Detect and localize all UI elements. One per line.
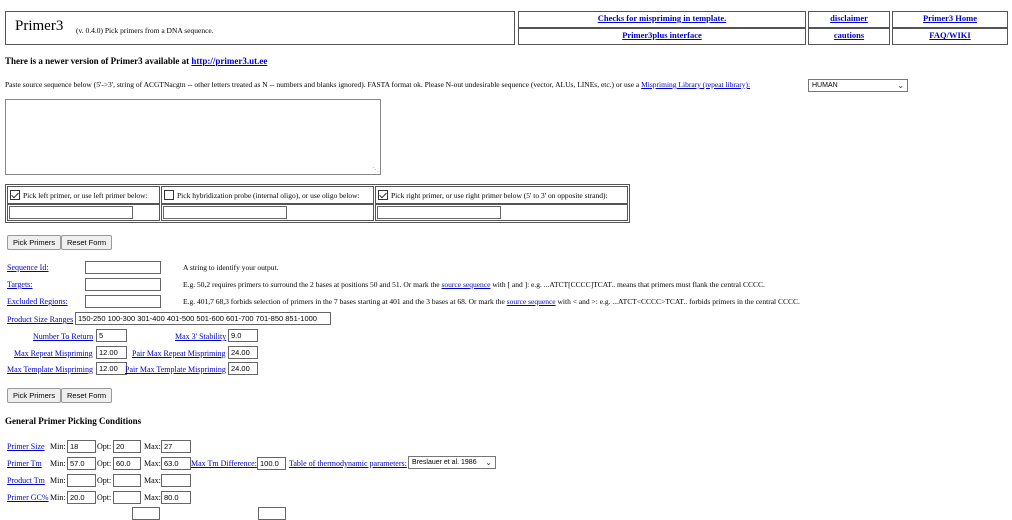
pair-max-repeat-mispriming-link[interactable]: Pair Max Repeat Mispriming (132, 349, 226, 358)
title-box (5, 11, 515, 45)
probe-input[interactable] (163, 206, 287, 219)
product-tm-opt-input[interactable] (113, 474, 141, 487)
sequence-id-link[interactable]: Sequence Id: (7, 263, 49, 272)
primer3-home-link[interactable]: Primer3 Home (922, 13, 978, 23)
primer-gc-min-input[interactable] (67, 491, 96, 504)
product-tm-max-input[interactable] (161, 474, 191, 487)
sequence-id-input[interactable] (85, 261, 161, 274)
version-note: (v. 0.4.0) Pick primers from a DNA sequence. (76, 26, 214, 35)
pick-primers-button[interactable]: Pick Primers (7, 235, 61, 250)
primer-tm-max-input[interactable] (161, 457, 191, 470)
newer-version-notice (5, 56, 267, 66)
instructions-text: Paste source sequence below (5'->3', string of ACGTNacgtn -- other letters treated as N -- numbers and blanks ignored). FASTA format ok. Please N-out undesirable sequence (vector, ALUs, LINEs, etc.) or use a (5, 80, 642, 89)
max-template-mispriming-link[interactable]: Max Template Mispriming (7, 365, 93, 374)
primer-tm-max-label: Max: (144, 459, 161, 468)
pair-max-template-mispriming-link[interactable]: Pair Max Template Mispriming (125, 365, 226, 374)
library-selected-value: HUMAN (812, 82, 838, 89)
max-tm-difference-link[interactable]: Max Tm Difference: (191, 459, 257, 468)
primer-size-max-label: Max: (144, 442, 161, 451)
right-primer-input[interactable] (377, 206, 501, 219)
product-size-ranges-link[interactable]: Product Size Ranges (7, 315, 74, 324)
primer-size-opt-input[interactable] (113, 440, 141, 453)
sequence-id-help: A string to identify your output. (183, 263, 279, 272)
primer-tm-opt-input[interactable] (113, 457, 141, 470)
primer-gc-link[interactable]: Primer GC% (7, 493, 49, 502)
primer-gc-opt-input[interactable] (113, 491, 141, 504)
targets-help (183, 280, 765, 289)
primer-size-min-label: Min: (50, 442, 66, 451)
primer-tm-link[interactable]: Primer Tm (7, 459, 42, 468)
product-size-ranges-input[interactable] (75, 312, 331, 325)
excluded-help (183, 297, 800, 306)
number-to-return-input[interactable] (96, 329, 127, 342)
excluded-help-b: with < and >: e.g. ...ATCT<CCCC>TCAT.. forbids primers in the central CCCC. (555, 297, 800, 306)
thermo-parameters-select[interactable] (408, 456, 496, 469)
max-repeat-mispriming-link[interactable]: Max Repeat Mispriming (14, 349, 93, 358)
pick-right-label: Pick right primer, or use right primer below (5' to 3' on opposite strand): (391, 191, 608, 200)
max-repeat-mispriming-input[interactable] (96, 346, 127, 359)
next-row-input-b[interactable] (258, 507, 286, 520)
mispriming-check-link[interactable]: Checks for mispriming in template. (597, 13, 727, 23)
pair-max-repeat-mispriming-input[interactable] (228, 346, 258, 359)
left-primer-input[interactable] (9, 206, 133, 219)
excluded-source-sequence-link[interactable]: source sequence (506, 297, 556, 306)
product-tm-max-label: Max: (144, 476, 161, 485)
max-template-mispriming-input[interactable] (96, 362, 127, 375)
pick-right-primer-checkbox[interactable] (378, 190, 388, 200)
chevron-down-icon: ⌄ (485, 458, 492, 467)
primer3plus-link[interactable]: Primer3plus interface (622, 30, 702, 40)
mispriming-library-link[interactable]: Mispriming Library (repeat library): (641, 80, 751, 89)
disclaimer-link[interactable]: disclaimer (830, 13, 868, 23)
targets-help-b: with [ and ]: e.g. ...ATCT[CCCC]TCAT.. means that primers must flank the central CCCC. (490, 280, 765, 289)
primer-size-link[interactable]: Primer Size (7, 442, 45, 451)
targets-source-sequence-link[interactable]: source sequence (441, 280, 491, 289)
pick-probe-checkbox[interactable] (164, 190, 174, 200)
newer-version-link[interactable]: http://primer3.ut.ee (191, 56, 268, 66)
primer-gc-max-label: Max: (144, 493, 161, 502)
number-to-return-link[interactable]: Number To Return (33, 332, 94, 341)
thermo-selected-value: Breslauer et al. 1986 (412, 459, 477, 466)
excluded-regions-link[interactable]: Excluded Regions: (7, 297, 68, 306)
reset-form-button-2[interactable]: Reset Form (61, 388, 112, 403)
pick-left-primer-checkbox[interactable] (10, 190, 20, 200)
primer-size-opt-label: Opt: (97, 442, 112, 451)
max-3-stability-input[interactable] (228, 329, 258, 342)
targets-link[interactable]: Targets: (7, 280, 33, 289)
excluded-regions-input[interactable] (85, 295, 161, 308)
targets-input[interactable] (85, 278, 161, 291)
primer-tm-opt-label: Opt: (97, 459, 112, 468)
max-tm-difference-input[interactable] (257, 457, 286, 470)
targets-help-a: E.g. 50,2 requires primers to surround the 2 bases at positions 50 and 51. Or mark the (183, 280, 442, 289)
primer-size-min-input[interactable] (67, 440, 96, 453)
primer-tm-min-input[interactable] (67, 457, 96, 470)
app-title: Primer3 (15, 18, 64, 34)
product-tm-opt-label: Opt: (97, 476, 112, 485)
primer-gc-min-label: Min: (50, 493, 66, 502)
product-tm-min-input[interactable] (67, 474, 96, 487)
source-instructions (5, 80, 750, 89)
next-row-input-a[interactable] (132, 507, 160, 520)
faq-wiki-link[interactable]: FAQ/WIKI (929, 30, 971, 40)
sequence-textarea[interactable] (5, 99, 381, 175)
mispriming-library-select[interactable] (808, 79, 908, 92)
chevron-down-icon: ⌄ (897, 81, 904, 90)
primer-size-max-input[interactable] (161, 440, 191, 453)
reset-form-button[interactable]: Reset Form (61, 235, 112, 250)
resize-grip-icon: ⋱ (372, 166, 379, 174)
cautions-link[interactable]: cautions (833, 30, 865, 40)
pair-max-template-mispriming-input[interactable] (228, 362, 258, 375)
pick-primers-button-2[interactable]: Pick Primers (7, 388, 61, 403)
primer-tm-min-label: Min: (50, 459, 66, 468)
thermo-parameters-link[interactable]: Table of thermodynamic parameters: (289, 459, 407, 468)
pick-left-label: Pick left primer, or use left primer below: (23, 191, 148, 200)
product-tm-min-label: Min: (50, 476, 66, 485)
primer-gc-max-input[interactable] (161, 491, 191, 504)
pick-probe-label: Pick hybridization probe (internal oligo), or use oligo below: (177, 191, 360, 200)
max-3-stability-link[interactable]: Max 3' Stability (175, 332, 227, 341)
excluded-help-a: E.g. 401,7 68,3 forbids selection of primers in the 7 bases starting at 401 and the 3 bases at 68. Or mark the (183, 297, 507, 306)
product-tm-link[interactable]: Product Tm (7, 476, 45, 485)
general-conditions-heading: General Primer Picking Conditions (5, 416, 142, 426)
notice-text: There is a newer version of Primer3 available at (5, 56, 192, 66)
primer-gc-opt-label: Opt: (97, 493, 112, 502)
